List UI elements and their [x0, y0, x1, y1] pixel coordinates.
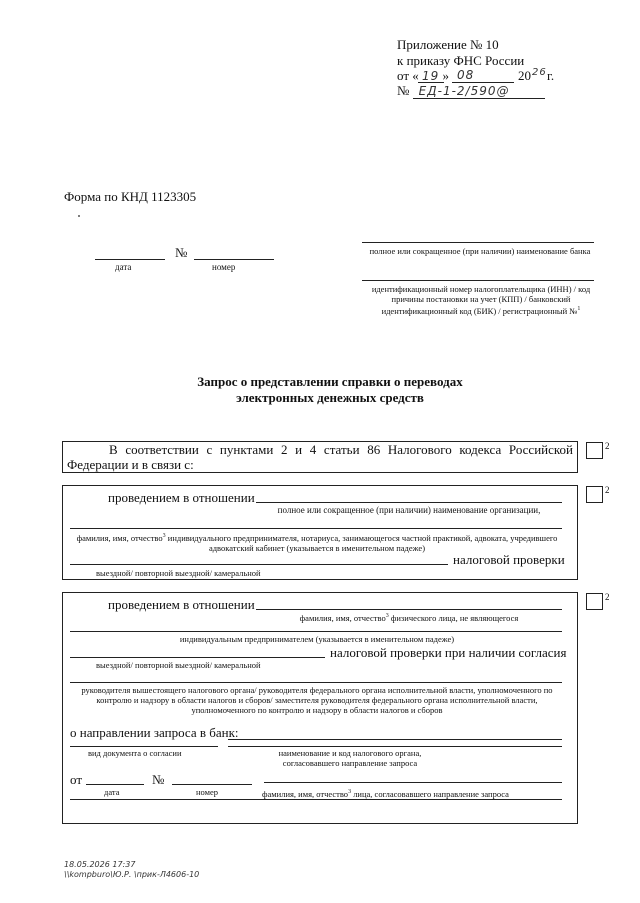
date-suffix: г.	[547, 68, 555, 83]
appendix-line: Приложение № 10	[397, 37, 499, 52]
regnum-line	[194, 259, 274, 260]
bank-ids-text: идентификационный номер налогоплательщика (ИНН) / код причины постановки на учет (КПП) / банковский идентификационный код (БИК) / регистрационный №	[371, 284, 591, 316]
section3-ip-line	[70, 631, 562, 632]
section3-head-line	[70, 682, 562, 683]
section3-cap-fio-sup: 3	[385, 613, 389, 619]
regnum-caption: номер	[212, 262, 236, 272]
section3-cap-fio	[256, 611, 562, 623]
section2-cap-person-sup: 3	[162, 533, 166, 539]
section3-cap-agency: наименование и код налогового органа, согласовавшего направление запроса	[278, 748, 422, 768]
bank-ids-line	[362, 280, 594, 281]
section2-cap-person-b: индивидуального предпринимателя, нотариуса, занимающегося частной практикой, адвоката, учредившего адвокатский кабинет (указывается в именительном падеже)	[165, 532, 558, 553]
date-month: 08	[457, 68, 475, 82]
section3-cap-type: выездной/ повторной выездной/ камеральной	[96, 660, 261, 670]
order-number	[397, 83, 577, 99]
section3-num-line	[172, 784, 252, 785]
date-year-prefix: 20	[518, 68, 531, 83]
speck-mark	[78, 215, 80, 217]
section3-cap-fio-b: физического лица, не являющегося	[388, 612, 519, 623]
section3-lead: проведением в отношении	[108, 597, 255, 612]
section3-cap-fio2-b: лица, согласовавшего направление запроса	[351, 788, 509, 799]
section2-cap-type: выездной/ повторной выездной/ камеральной	[96, 568, 261, 578]
section2-cap-person	[66, 531, 568, 553]
num-value: ЕД-1-2/590@	[418, 84, 510, 98]
section3-cap-fio2-sup: 3	[348, 789, 352, 795]
section2-type-line	[70, 564, 448, 565]
section3-cap-head: руководителя вышестоящего налогового органа/ руководителя федерального органа исполнительной власти, уполномоченного по контролю и надзору в области налогов и сборов/ заместителя руководителя федерального органа исполнительной власти, уполномоченного по контролю и надзору в области налогов и сборов	[81, 685, 553, 715]
section2-org-line	[256, 502, 562, 503]
bank-ids-caption	[362, 284, 600, 316]
section3-from-label: от	[70, 772, 83, 787]
section3-from-line	[86, 784, 144, 785]
section3-agency-line	[228, 746, 562, 747]
section2-person-line	[70, 528, 562, 529]
section3-cap-date: дата	[104, 787, 120, 797]
section1-text: В соответствии с пунктами 2 и 4 статьи 86 Налогового кодекса Российской Федерации и в связи с:	[67, 442, 573, 472]
section3-cap-fio2	[262, 787, 562, 799]
date-year: 26	[532, 67, 547, 78]
section3-doc-line	[70, 746, 218, 747]
section3-bottom-line	[70, 799, 562, 800]
section3-tail: налоговой проверки при наличии согласия	[330, 645, 567, 660]
bank-name-line	[362, 242, 594, 243]
order-line: к приказу ФНС России	[397, 53, 525, 68]
section1-note: 2	[605, 441, 610, 451]
section3-cap-number: номер	[196, 787, 219, 797]
section3-cap-fio-a: фамилия, имя, отчество	[299, 612, 386, 623]
title-line1: Запрос о представлении справки о переводах	[197, 374, 463, 389]
section3-checkbox[interactable]	[586, 593, 603, 610]
section2-checkbox[interactable]	[586, 486, 603, 503]
bank-ids-sup: 1	[577, 306, 581, 312]
regnum-sign: №	[175, 245, 188, 260]
section2-cap-org: полное или сокращенное (при наличии) наименование организации,	[277, 505, 541, 515]
section3-cap-doc: вид документа о согласии	[88, 748, 182, 758]
order-number-underline	[413, 98, 545, 99]
regdate-caption: дата	[115, 262, 132, 272]
section2-lead: проведением в отношении	[108, 490, 255, 505]
bank-name-caption: полное или сокращенное (при наличии) наименование банка	[369, 246, 591, 256]
section3-agency-top-line	[228, 739, 562, 740]
section3-num-label: №	[152, 772, 165, 787]
section3-cap-fio2-a: фамилия, имя, отчество	[262, 788, 349, 799]
footer-path: \\kompburo\Ю.Р. \прик-Л4606-10	[64, 870, 200, 879]
title-line2: электронных денежных средств	[236, 390, 424, 405]
section3-fio-line	[256, 609, 562, 610]
regdate-line	[95, 259, 165, 260]
form-code: Форма по КНД 1123305	[64, 189, 197, 204]
section2-cap-person-a: фамилия, имя, отчество	[76, 532, 163, 543]
section3-note: 2	[605, 592, 610, 602]
section3-bank-lead: о направлении запроса в банк:	[70, 725, 239, 740]
date-day: 19	[422, 69, 440, 83]
date-prefix: от «	[397, 68, 419, 83]
footer-timestamp: 18.05.2026 17:37	[64, 860, 136, 869]
date-mid: »	[442, 68, 450, 83]
num-prefix: №	[397, 83, 410, 98]
section3-type-line	[70, 657, 325, 658]
section2-tail: налоговой проверки	[453, 552, 565, 567]
section1-checkbox[interactable]	[586, 442, 603, 459]
section3-cap-ip: индивидуальным предпринимателем (указывается в именительном падеже)	[179, 634, 455, 644]
section2-note: 2	[605, 485, 610, 495]
section3-fio2-line	[264, 782, 562, 783]
